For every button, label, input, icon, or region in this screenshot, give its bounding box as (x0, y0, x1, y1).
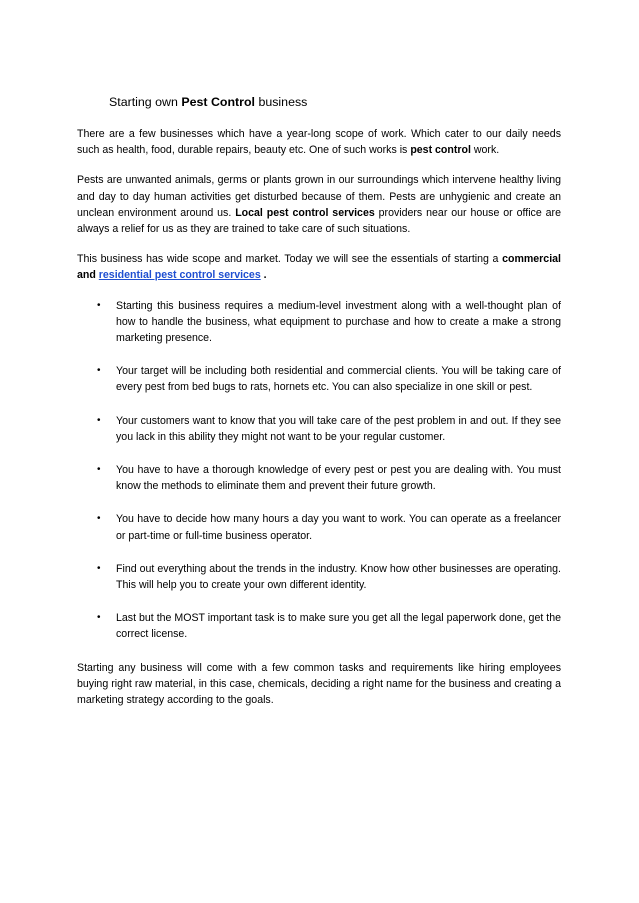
para1-text: There are a few businesses which have a year-long scope of work. Which cater to our daily needs such as health, food, durable repairs, beauty etc. One of such works is (77, 128, 561, 157)
residential-pest-control-link[interactable]: residential pest control services (98, 269, 261, 282)
list-item (77, 511, 561, 543)
bullet-icon: • (97, 612, 101, 624)
para2-end: providers near our house or office are always a relief for us as they are trained to take care of such situations. (77, 206, 561, 236)
para2-text: Pests are unwanted animals, germs or plants grown in our surroundings which intervene healthy living and day to day human activities get disturbed because of them. Pests are unhygienic and create an unclean environment around us. (77, 174, 561, 219)
bullet-icon: • (97, 299, 101, 311)
closing-text: Starting any business will come with a few common tasks and requirements like hiring employees buying right raw material, in this case, chemicals, deciding a right name for the business and creating a marketing strategy according to the goals. (77, 661, 561, 707)
list-item (77, 462, 561, 494)
para1-bold: pest control (410, 144, 471, 157)
bullet-list (77, 298, 561, 643)
para1-end: work. (473, 144, 500, 157)
title-bold: Pest Control (181, 95, 255, 109)
bullet-icon: • (97, 414, 101, 426)
list-item (77, 561, 561, 593)
list-item-text: Your customers want to know that you will take care of the pest problem in and out. If they see you lack in this ability they might not want to be your regular customer. (116, 414, 561, 443)
list-item (77, 363, 561, 395)
list-item-text: Your target will be including both residential and commercial clients. You will be taking care of every pest from bed bugs to rats, hornets etc. You can also specialize in one skill or pest. (116, 365, 561, 394)
list-item-text: Starting this business requires a medium-level investment along with a well-thought plan of how to handle the business, what equipment to purchase and how to create a make a strong marketing presence. (116, 299, 561, 345)
para3-end: . (263, 269, 267, 282)
list-item (77, 610, 561, 642)
para2-bold: Local pest control services (235, 206, 375, 219)
paragraph-scope (77, 251, 561, 283)
list-item (77, 413, 561, 445)
bullet-icon: • (97, 513, 101, 525)
bullet-icon: • (97, 464, 101, 476)
title-prefix: Starting own (109, 95, 178, 109)
list-item-text: You have to have a thorough knowledge of every pest or pest you are dealing with. You must know the methods to eliminate them and prevent their future growth. (116, 464, 561, 493)
para3-bold1: commercial (502, 253, 561, 266)
paragraph-closing (77, 660, 561, 709)
bullet-icon: • (97, 365, 101, 377)
list-item (77, 298, 561, 347)
title-suffix: business (258, 95, 308, 109)
para3-text: This business has wide scope and market. Today we will see the essentials of starting a (77, 253, 499, 266)
document-body (77, 93, 561, 722)
document-title (109, 93, 561, 111)
list-item-text: You have to decide how many hours a day you want to work. You can operate as a freelancer or part-time or full-time business operator. (116, 513, 561, 542)
para3-bold2: and (77, 269, 96, 282)
paragraph-pests (77, 172, 561, 237)
paragraph-intro (77, 126, 561, 158)
list-item-text: Last but the MOST important task is to make sure you get all the legal paperwork done, get the correct license. (116, 612, 561, 641)
list-item-text: Find out everything about the trends in the industry. Know how other businesses are operating. This will help you to create your own different identity. (116, 562, 561, 592)
bullet-icon: • (97, 562, 101, 574)
